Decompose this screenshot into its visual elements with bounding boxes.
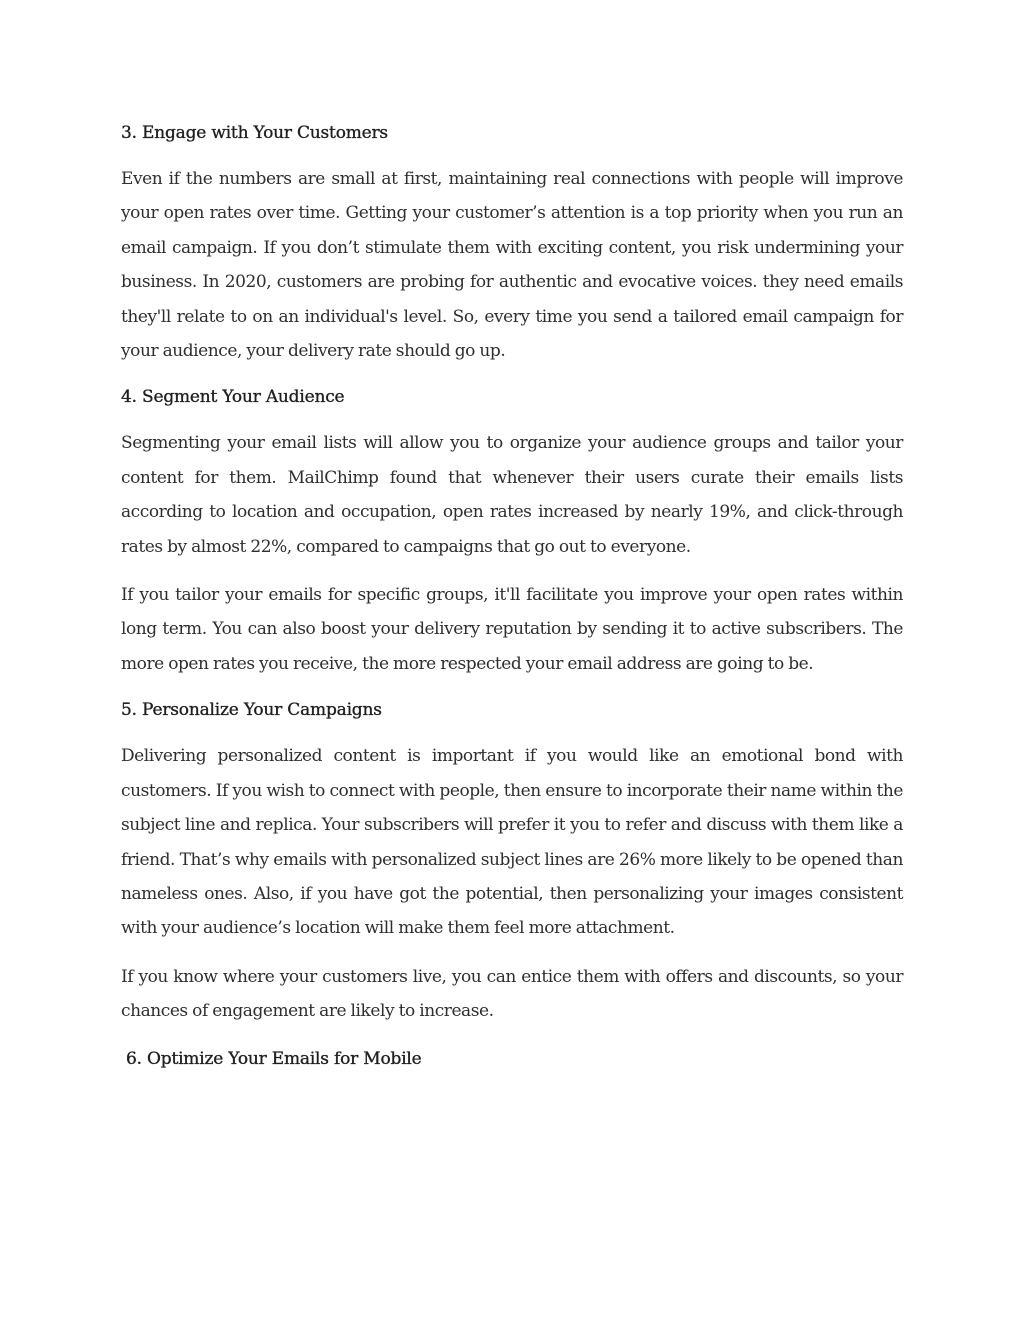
- paragraph-segment-2: If you tailor your emails for specific groups, it'll facilitate you improve your open rates within long term. You can also boost your delivery reputation by sending it to active subscribers. The more open rates you receive, the more respected your email address are going to be.: [121, 585, 903, 674]
- document-page: [121, 116, 903, 1076]
- section-heading-personalize: 5. Personalize Your Campaigns: [121, 700, 382, 721]
- paragraph-engage: Even if the numbers are small at first, maintaining real connections with people will improve your open rates over time. Getting your customer’s attention is a top priority when you run an email campaign. If you don’t stimulate them with exciting content, you risk undermining your business. In 2020, customers are probing for authentic and evocative voices. they need emails they'll relate to on an individual's level. So, every time you send a tailored email campaign for your audience, your delivery rate should go up.: [121, 169, 903, 362]
- paragraph-segment-1: Segmenting your email lists will allow you to organize your audience groups and tailor your content for them. MailChimp found that whenever their users curate their emails lists according to location and occupation, open rates increased by nearly 19%, and click-through rates by almost 22%, compared to campaigns that go out to everyone.: [121, 433, 903, 557]
- paragraph-personalize-2: If you know where your customers live, you can entice them with offers and discounts, so your chances of engagement are likely to increase.: [121, 966, 903, 1022]
- paragraph-personalize-1: Delivering personalized content is important if you would like an emotional bond with customers. If you wish to connect with people, then ensure to incorporate their name within the subject line and replica. Your subscribers will prefer it you to refer and discuss with them like a friend. That’s why emails with personalized subject lines are 26% more likely to be opened than nameless ones. Also, if you have got the potential, then personalizing your images consistent with your audience’s location will make them feel more attachment.: [121, 746, 903, 939]
- section-heading-mobile: 6. Optimize Your Emails for Mobile: [126, 1048, 422, 1069]
- section-heading-engage: 3. Engage with Your Customers: [121, 123, 388, 143]
- section-heading-segment: 4. Segment Your Audience: [121, 387, 345, 408]
